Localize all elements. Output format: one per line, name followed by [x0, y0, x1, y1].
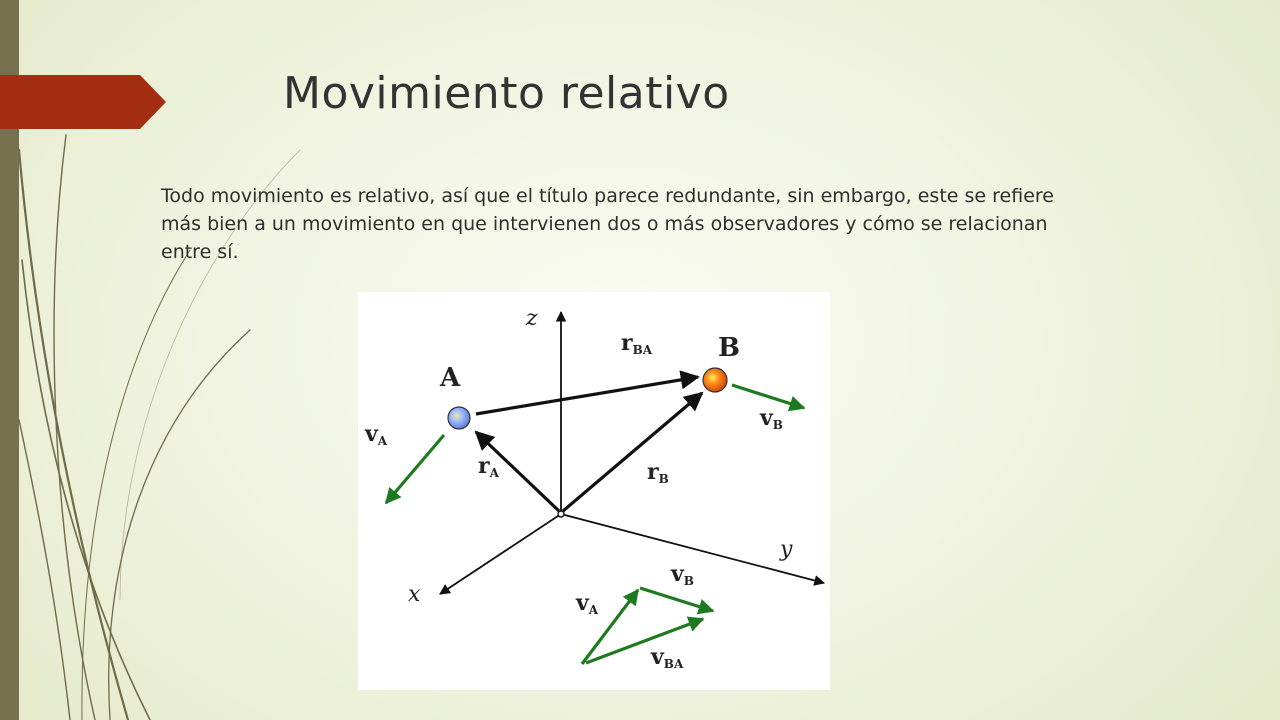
- triangle-v-b-label: vB: [671, 561, 694, 588]
- z-axis-label: z: [526, 306, 538, 331]
- triangle-v-a-label: vA: [576, 590, 599, 617]
- title-accent-shape: [0, 75, 166, 129]
- point-a-label: A: [440, 363, 461, 393]
- r-b-label: rB: [647, 459, 669, 486]
- y-axis-label: y: [780, 537, 793, 562]
- triangle-v-b: [640, 588, 713, 611]
- slide-title: Movimiento relativo: [283, 68, 730, 119]
- triangle-v-ba-label: vBA: [651, 644, 684, 671]
- point-b-label: B: [718, 333, 740, 363]
- v-a-vector: [386, 435, 444, 503]
- triangle-v-ba: [586, 619, 703, 663]
- r-ba-label: rBA: [621, 330, 653, 357]
- v-a-label: vA: [365, 421, 388, 448]
- r-b-vector: [563, 393, 702, 511]
- r-ba-vector: [476, 377, 698, 414]
- x-axis: [440, 514, 561, 594]
- point-a: [448, 407, 470, 429]
- slide-body-text: Todo movimiento es relativo, así que el título parece redundante, sin embargo, este se refiere más bien a un movimiento en que intervienen dos o más observadores y cómo se relacionan entre sí.: [161, 185, 1054, 263]
- origin-point: [558, 511, 564, 517]
- relative-motion-diagram: [358, 292, 830, 690]
- point-b: [703, 368, 727, 392]
- x-axis-label: x: [408, 582, 421, 607]
- r-a-label: rA: [478, 453, 499, 480]
- v-b-label: vB: [760, 405, 783, 432]
